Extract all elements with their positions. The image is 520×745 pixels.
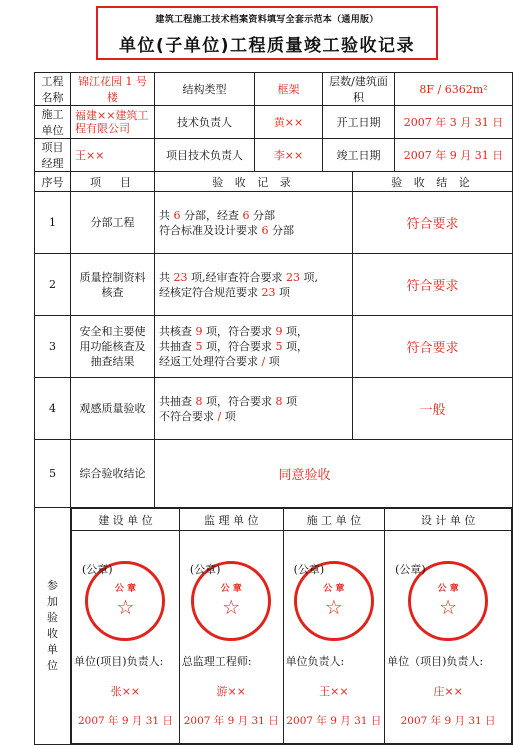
start-date-label: 开工日期: [323, 106, 395, 139]
document-title: 单位(子单位)工程质量竣工验收记录: [118, 36, 416, 56]
row-item: 综合验收结论: [71, 440, 155, 508]
proj-tech-value: 李××: [255, 139, 323, 172]
row-number: 1: [35, 192, 71, 254]
row-item: 安全和主要使用功能核查及抽查结果: [71, 316, 155, 378]
participants-row: [35, 508, 513, 745]
col-conclusion-header: 验 收 结 论: [353, 172, 513, 192]
row-item: 质量控制资料核查: [71, 254, 155, 316]
party-signatory: 庄××: [433, 685, 463, 698]
floors-area-value: 8F / 6362m²: [395, 73, 513, 106]
row-conclusion: 符合要求: [353, 254, 513, 316]
party-role: 单位（项目)负责人:: [387, 655, 484, 668]
tech-lead-value: 黄××: [255, 106, 323, 139]
row-record: 共 6 分部，经查 6 分部 符合标准及设计要求 6 分部: [155, 192, 353, 254]
contractor-value: 福建××建筑工程有限公司: [71, 106, 155, 139]
col-record-header: 验 收 记 录: [155, 172, 353, 192]
party-date: 2007 年 9 月 31 日: [183, 715, 279, 727]
acceptance-row: [35, 254, 513, 316]
party-date: 2007 年 9 月 31 日: [400, 715, 496, 727]
row-conclusion: 符合要求: [353, 192, 513, 254]
star-icon: ☆: [324, 595, 343, 619]
pm-value: 王××: [71, 139, 155, 172]
row-item: 观感质量验收: [71, 378, 155, 440]
col-item-header: 项 目: [71, 172, 155, 192]
seal-text: 公 章: [114, 584, 136, 594]
party-title: 建 设 单 位: [72, 509, 180, 531]
star-icon: ☆: [222, 595, 241, 619]
acceptance-row: [35, 378, 513, 440]
seal-prefix: (公章): [82, 563, 113, 576]
row-record: 共核查 9 项，符合要求 9 项， 共抽查 5 项，符合要求 5 项， 经返工处理符合要求 / 项: [155, 316, 353, 378]
row-conclusion: 同意验收: [155, 440, 513, 508]
structure-label: 结构类型: [155, 73, 255, 106]
info-row-1: [35, 73, 513, 106]
project-name-value: 锦江花园 1 号楼: [71, 73, 155, 106]
party-signatory: 王××: [319, 685, 349, 698]
row-conclusion: 一般: [353, 378, 513, 440]
seal-text: 公 章: [323, 584, 345, 594]
party-role: 单位(项目)负责人:: [74, 655, 164, 668]
acceptance-row: [35, 316, 513, 378]
party-role: 总监理工程师:: [181, 655, 252, 668]
party-date: 2007 年 9 月 31 日: [77, 715, 173, 727]
proj-tech-label: 项目技术负责人: [155, 139, 255, 172]
contractor-label: 施工单位: [35, 106, 71, 139]
row-record: 共 23 项,经审查符合要求 23 项, 经核定符合规范要求 23 项: [155, 254, 353, 316]
party-role: 单位负责人:: [285, 655, 345, 668]
seal-text: 公 章: [220, 584, 242, 594]
star-icon: ☆: [439, 595, 458, 619]
party-title: 监 理 单 位: [179, 509, 283, 531]
row-number: 4: [35, 378, 71, 440]
party-title: 设 计 单 位: [385, 509, 512, 531]
floors-area-label: 层数/建筑面积: [323, 73, 395, 106]
col-no-header: 序号: [35, 172, 71, 192]
row-record: 共抽查 8 项，符合要求 8 项 不符合要求 / 项: [155, 378, 353, 440]
seal-prefix: (公章): [189, 563, 221, 576]
start-date-value: 2007 年 3 月 31 日: [395, 106, 513, 139]
party-block: [385, 531, 512, 744]
row-number: 3: [35, 316, 71, 378]
column-header-row: [35, 172, 513, 192]
party-block: [179, 531, 283, 744]
tech-lead-label: 技术负责人: [155, 106, 255, 139]
party-signatory: 游××: [216, 685, 246, 698]
party-title: 施 工 单 位: [283, 509, 385, 531]
title-box: [96, 6, 438, 60]
party-signatory: 张××: [110, 685, 141, 698]
participants-label: [35, 508, 71, 745]
document-subtitle: 建筑工程施工技术档案资料填写全套示范本（通用版）: [155, 15, 379, 25]
info-row-3: [35, 139, 513, 172]
acceptance-row: [35, 440, 513, 508]
seal-text: 公 章: [437, 584, 459, 594]
row-number: 2: [35, 254, 71, 316]
end-date-label: 竣工日期: [323, 139, 395, 172]
row-item: 分部工程: [71, 192, 155, 254]
structure-value: 框架: [255, 73, 323, 106]
row-number: 5: [35, 440, 71, 508]
pm-label: 项目经理: [35, 139, 71, 172]
participants-area: [71, 508, 513, 745]
end-date-value: 2007 年 9 月 31 日: [395, 139, 513, 172]
party-block: [72, 531, 180, 744]
info-row-2: [35, 106, 513, 139]
seal-prefix: (公章): [293, 563, 325, 576]
project-name-label: 工程名称: [35, 73, 71, 106]
row-conclusion: 符合要求: [353, 316, 513, 378]
party-block: [283, 531, 385, 744]
acceptance-row: [35, 192, 513, 254]
party-date: 2007 年 9 月 31 日: [286, 715, 382, 727]
participants-label-text: 参加验收单位: [47, 579, 58, 672]
seal-prefix: (公章): [395, 563, 426, 576]
star-icon: ☆: [116, 595, 135, 619]
acceptance-form-table: [34, 72, 513, 745]
